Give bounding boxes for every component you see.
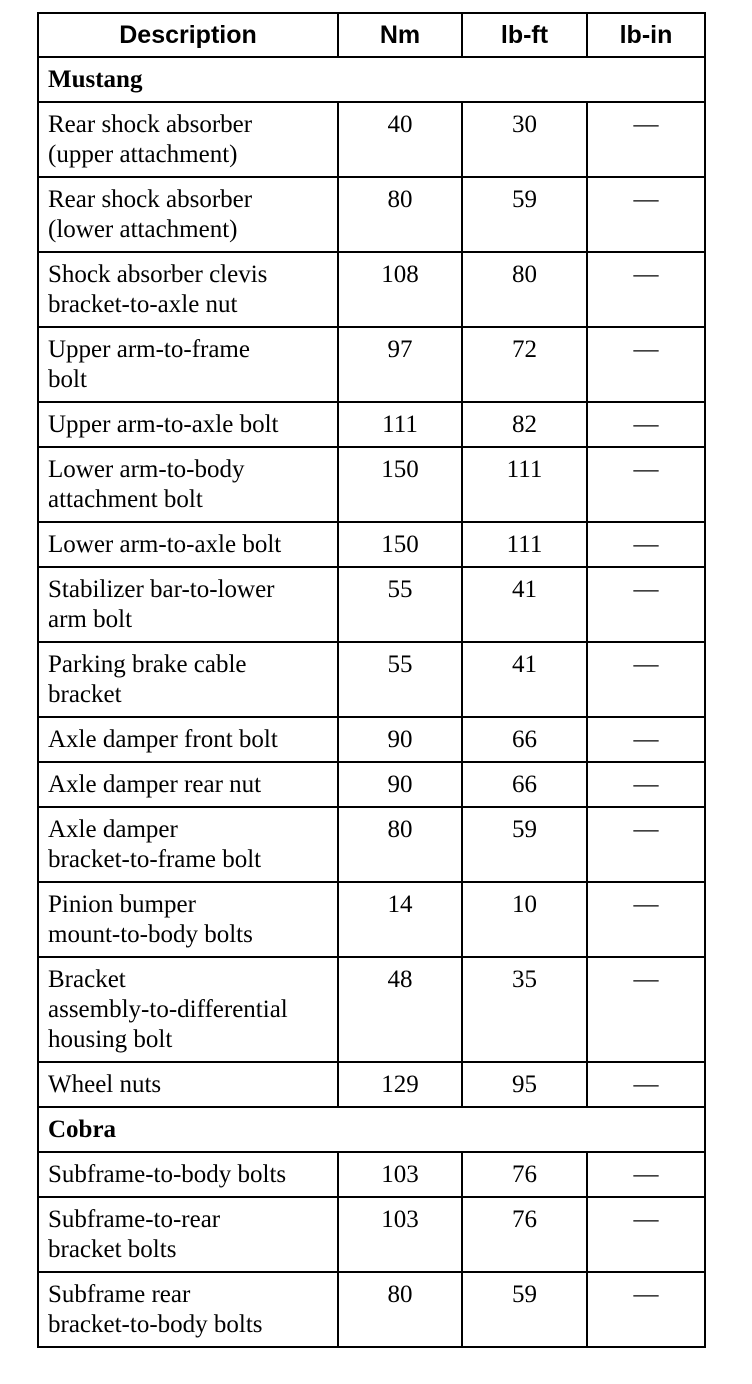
description-line: (lower attachment) [48,216,238,243]
lb-in-cell: — [587,327,705,402]
table-row [38,1197,705,1272]
lb-in-cell: — [587,642,705,717]
description-line: Parking brake cable [48,651,247,678]
lb-ft-cell: 82 [462,402,587,447]
description-cell [38,567,338,642]
description-line: bracket bolts [48,1236,177,1263]
description-line: assembly-to-differential [48,996,288,1023]
description-line: arm bolt [48,606,133,633]
description-line: bracket-to-frame bolt [48,846,262,873]
description-line: Lower arm-to-body [48,456,245,483]
table-row [38,447,705,522]
lb-in-cell: — [587,402,705,447]
table-row [38,957,705,1062]
table-row [38,762,705,807]
nm-cell: 150 [338,522,462,567]
lb-ft-cell: 59 [462,1272,587,1347]
nm-cell: 48 [338,957,462,1062]
lb-in-cell: — [587,252,705,327]
table-row [38,1272,705,1347]
lb-ft-cell: 10 [462,882,587,957]
lb-ft-cell: 76 [462,1197,587,1272]
nm-cell: 111 [338,402,462,447]
table-row [38,807,705,882]
lb-in-cell: — [587,1152,705,1197]
lb-in-cell: — [587,102,705,177]
nm-cell: 108 [338,252,462,327]
description-line: Stabilizer bar-to-lower [48,576,275,603]
description-cell [38,1197,338,1272]
description-line: bracket-to-body bolts [48,1311,263,1338]
nm-cell: 129 [338,1062,462,1107]
description-line: Axle damper rear nut [48,771,262,798]
lb-in-cell: — [587,807,705,882]
header-row [38,13,705,57]
description-line: attachment bolt [48,486,203,513]
description-line: Rear shock absorber [48,186,253,213]
lb-ft-cell: 41 [462,567,587,642]
description-cell [38,1272,338,1347]
lb-ft-cell: 95 [462,1062,587,1107]
table-row [38,327,705,402]
section-row [38,57,705,102]
nm-cell: 90 [338,717,462,762]
nm-cell: 40 [338,102,462,177]
nm-cell: 80 [338,807,462,882]
lb-ft-cell: 59 [462,177,587,252]
table-row [38,522,705,567]
lb-ft-cell: 66 [462,717,587,762]
header-lb-in: lb-in [587,13,705,57]
table-row [38,642,705,717]
description-line: Bracket [48,966,126,993]
lb-in-cell: — [587,717,705,762]
description-line: mount-to-body bolts [48,921,253,948]
description-line: Pinion bumper [48,891,196,918]
description-line: Shock absorber clevis [48,261,268,288]
description-cell [38,177,338,252]
lb-in-cell: — [587,177,705,252]
nm-cell: 80 [338,177,462,252]
nm-cell: 55 [338,567,462,642]
description-line: Rear shock absorber [48,111,253,138]
description-cell [38,522,338,567]
description-line: bracket [48,681,122,708]
lb-in-cell: — [587,762,705,807]
table-row [38,1152,705,1197]
description-line: Upper arm-to-frame [48,336,250,363]
lb-ft-cell: 59 [462,807,587,882]
header-nm: Nm [338,13,462,57]
description-cell [38,762,338,807]
description-line: Subframe-to-rear [48,1206,221,1233]
lb-in-cell: — [587,1062,705,1107]
nm-cell: 97 [338,327,462,402]
description-cell [38,1062,338,1107]
table-row [38,177,705,252]
lb-in-cell: — [587,567,705,642]
table-row [38,402,705,447]
lb-in-cell: — [587,1197,705,1272]
description-cell [38,642,338,717]
description-line: Subframe rear [48,1281,191,1308]
lb-in-cell: — [587,522,705,567]
description-cell [38,957,338,1062]
nm-cell: 103 [338,1152,462,1197]
nm-cell: 14 [338,882,462,957]
nm-cell: 55 [338,642,462,717]
lb-ft-cell: 111 [462,522,587,567]
description-line: bracket-to-axle nut [48,291,238,318]
description-line: Wheel nuts [48,1071,162,1098]
lb-ft-cell: 111 [462,447,587,522]
table-row [38,567,705,642]
description-line: Axle damper [48,816,178,843]
header-description: Description [38,13,338,57]
description-cell [38,102,338,177]
lb-ft-cell: 76 [462,1152,587,1197]
description-cell [38,327,338,402]
table-row [38,252,705,327]
section-row [38,1107,705,1152]
table-body [38,57,705,1347]
nm-cell: 103 [338,1197,462,1272]
description-cell [38,882,338,957]
description-cell [38,807,338,882]
description-line: (upper attachment) [48,141,238,168]
table-row [38,717,705,762]
section-title: Cobra [38,1107,705,1152]
nm-cell: 150 [338,447,462,522]
lb-ft-cell: 66 [462,762,587,807]
table-row [38,882,705,957]
nm-cell: 90 [338,762,462,807]
lb-ft-cell: 35 [462,957,587,1062]
description-cell [38,252,338,327]
lb-in-cell: — [587,447,705,522]
torque-spec-table [37,12,706,1348]
lb-ft-cell: 80 [462,252,587,327]
description-line: bolt [48,366,87,393]
lb-ft-cell: 41 [462,642,587,717]
description-line: Upper arm-to-axle bolt [48,411,279,438]
header-lb-ft: lb-ft [462,13,587,57]
nm-cell: 80 [338,1272,462,1347]
description-cell [38,402,338,447]
description-line: housing bolt [48,1026,173,1053]
description-line: Subframe-to-body bolts [48,1161,287,1188]
table-row [38,102,705,177]
lb-in-cell: — [587,957,705,1062]
lb-in-cell: — [587,882,705,957]
description-cell [38,717,338,762]
lb-ft-cell: 30 [462,102,587,177]
description-line: Axle damper front bolt [48,726,278,753]
description-cell [38,447,338,522]
section-title: Mustang [38,57,705,102]
lb-in-cell: — [587,1272,705,1347]
description-line: Lower arm-to-axle bolt [48,531,282,558]
lb-ft-cell: 72 [462,327,587,402]
description-cell [38,1152,338,1197]
table-row [38,1062,705,1107]
